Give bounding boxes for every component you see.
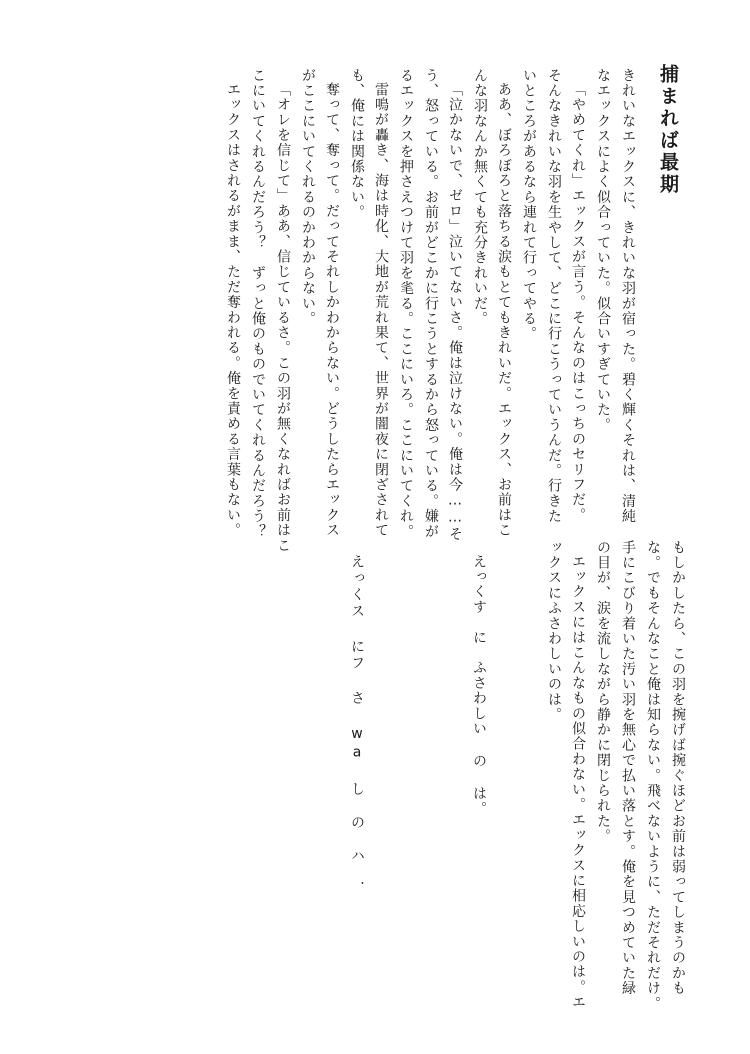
text-line: るエックスを押さえつけて羽を毟る。ここにいろ。ここにいてくれ。 <box>398 68 414 540</box>
text-line: エックスにはこんなもの似合わない。エックスに相応しいのは。エ <box>570 554 586 1010</box>
text-line: んな羽なんか無くても充分きれいだ。 <box>472 68 488 327</box>
text-line: えっくス にフ さ wa し の ハ ． <box>349 554 365 898</box>
text-line: な。でもそんなこと俺は知らない。飛べないように、ただそれだけ。 <box>645 540 661 1012</box>
text-line: 「泣かないで、ゼロ」泣いてないさ。俺は泣けない。俺は今……そ <box>447 82 463 542</box>
text-line: も、俺には関係ない。 <box>349 68 365 220</box>
text-line: がここにいてくれるのかわからない。 <box>300 68 316 327</box>
text-line: なエックスによく似合っていた。似合いすぎていた。 <box>595 68 611 433</box>
story-title: 捕まれば最期 <box>657 64 679 196</box>
text-line: 手にこびり着いた汚い羽を無心で払い落とす。俺を見つめていた緑 <box>620 540 636 996</box>
text-line: えっくす に ふさわしい の は。 <box>471 554 487 817</box>
text-line: の目が、涙を流しながら静かに閉じられた。 <box>595 540 611 844</box>
text-line: ックスにふさわしいのは。 <box>546 540 562 723</box>
text-line: 奪って、奪って。だってそれしかわからない。どうしたらエックス <box>324 82 340 538</box>
text-line: エックスはされるがまま、ただ奪われる。俺を責める言葉もない。 <box>225 82 241 538</box>
text-line: そんなきれいな羽を生やして、どこに行こうっていうんだ。行きた <box>546 68 562 524</box>
text-line: 「やめてくれ」エックスが言う。そんなのはこっちのセリフだ。 <box>570 82 586 523</box>
text-line: いところがあるなら連れて行ってやる。 <box>521 68 537 342</box>
text-line: ああ、ぼろぼろと落ちる涙もとてもきれいだ。エックス、お前はこ <box>496 82 512 538</box>
text-line: こにいてくれるんだろう？ ずっと俺のものでいてくれるんだろう？ <box>250 68 266 540</box>
text-line: もしかしたら、この羽を捥げば捥ぐほどお前は弱ってしまうのかも <box>670 540 686 996</box>
text-line: 雷鳴が轟き、海は時化、大地が荒れ果て、世界が闇夜に閉ざされて <box>373 82 389 538</box>
text-line: 「オレを信じて」ああ、信じているさ。この羽が無くなればお前はこ <box>275 82 291 554</box>
text-line: う、怒っている。お前がどこかに行こうとするから怒っている。嫌が <box>423 68 439 540</box>
text-line: きれいなエックスに、きれいな羽が宿った。碧く輝くそれは、清純 <box>620 68 636 524</box>
